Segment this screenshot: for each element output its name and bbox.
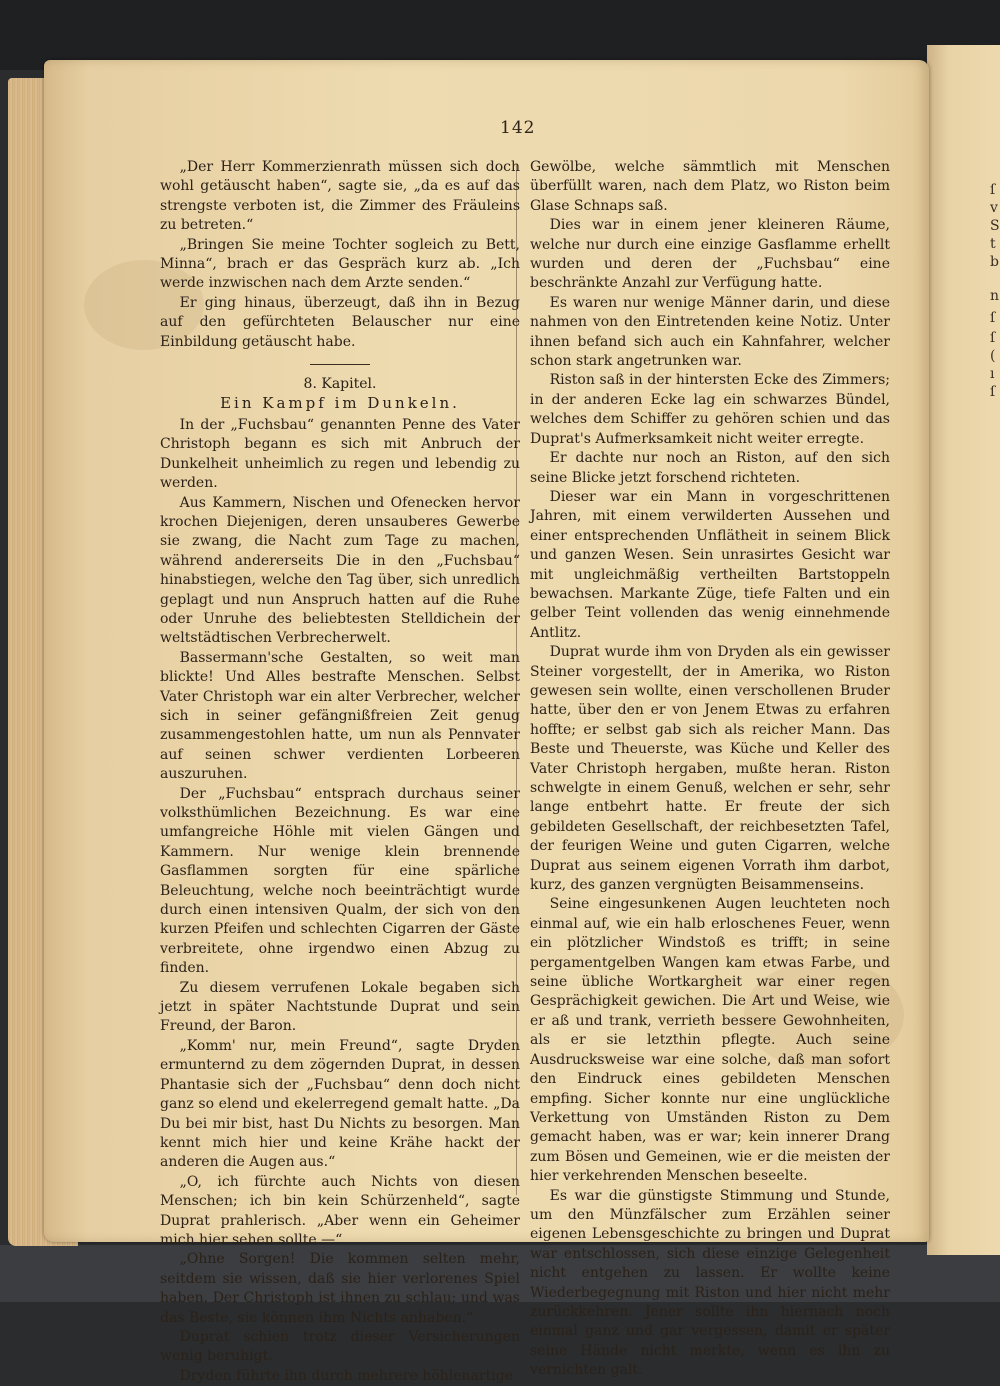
paragraph: „Ohne Sorgen! Die kommen selten mehr, seitdem sie wissen, daß sie hier verlorenes Spiel haben. Der Christoph ist ihnen zu schlau; und was das Beste, sie können ihm Nichts anhaben.“ [160,1251,520,1326]
paragraph: „Komm' nur, mein Freund“, sagte Dryden ermunternd zu dem zögernden Duprat, in dessen Phantasie sich der „Fuchsbau“ denn doch nicht ganz so elend und ekelerregend gemalt hatte. „Da Du bei mir bist, hast Du Nichts zu besorgen. Man kennt mich hier und keine Krähe hackt der anderen die Augen aus.“ [160,1037,520,1171]
paragraph: Duprat wurde ihm von Dryden als ein gewisser Steiner vorgestellt, der in Amerika, wo Riston gewesen sein wollte, einen verschollenen Bruder hatte, über den er von Jenem Etwas zu erfahren hoffte; er selbst gab sich als reicher Mann. Das Beste und Theuerste, was Küche und Keller des Vater Christoph hergaben, mußte heran. Riston schwelgte in einem Genuß, welchen er sehr, sehr lange entbehrt hatte. Er freute der sich gebildeten Gesellschaft, der reichbesetzten Tafel, der feurigen Weine und guten Cigarren, welche Duprat aus seinem eigenen Vorrath ihm darbot, kurz, des ganzen vergnügten Beisammenseins. [530,644,890,894]
paragraph: Bassermann'sche Gestalten, so weit man blickte! Und Alles bestrafte Menschen. Selbst Vater Christoph war ein alter Verbrecher, welcher sich in seiner gefängnißfreien Zeit genug zusammengestohlen hatte, um nun als Pennvater auf seinen schwer verdienten Lorbeeren auszuruhen. [160,649,520,783]
facing-page-fragment: ı [990,366,995,382]
paragraph: Dieser war ein Mann in vorgeschrittenen Jahren, mit einem verwilderten Aussehen und einer entsprechenden Unflätheit in seinem Blick und ganzen Wesen. Sein unrasirtes Gesicht war mit ungleichmäßig vertheilten Bartstoppeln bewachsen. Markante Züge, tiefe Falten und ein gelber Teint vollenden das wenig einnehmende Antlitz. [530,488,890,641]
paragraph: „Bringen Sie meine Tochter sogleich zu Bett, Minna“, brach er das Gespräch kurz ab. „Ich werde inzwischen nach dem Arzte senden.“ [160,236,520,292]
paragraph: Zu diesem verrufenen Lokale begaben sich jetzt in später Nachtstunde Duprat und sein Freund, der Baron. [160,979,520,1035]
paragraph: Der „Fuchsbau“ entsprach durchaus seiner volksthümlichen Bezeichnung. Es war eine umfangreiche Höhle mit vielen Gängen und Kammern. Nur wenige klein brennende Gasflammen sorgten für eine spärliche Beleuchtung, welche noch beeinträchtigt wurde durch einen intensiven Qualm, der sich von den kurzen Pfeifen und schlechten Cigarren der Gäste verbreitete, ohne irgendwo einen Abzug zu finden. [160,785,520,977]
page-number: 142 [500,118,536,138]
facing-page-fragment: ſ [990,310,996,326]
paragraph: Es war die günstigste Stimmung und Stunde, um den Münzfälscher zum Erzählen seiner eigenen Lebensgeschichte zu bringen und Duprat war entschlossen, sich diese einzige Gelegenheit nicht entgehen zu lassen. Er wollte keine Wiederbegegnung mit Riston und hier nicht mehr zurückkehren. Jener sollte ihn hiernach noch einmal ganz und gar vergessen, damit er später seine Hände nicht merkte, wenn es ihn zu vernichten galt. [530,1187,890,1379]
section-separator [310,364,370,365]
facing-page-fragment: S [990,218,1000,234]
paragraph: In der „Fuchsbau“ genannten Penne des Vater Christoph begann es sich mit Anbruch der Dunkelheit unheimlich zu regen und lebendig zu werden. [160,416,520,492]
facing-page-fragment: ( [990,348,996,364]
paragraph: Gewölbe, welche sämmtlich mit Menschen überfüllt waren, nach dem Platz, wo Riston beim Glase Schnaps saß. [530,159,890,214]
text-column-right [530,158,890,1381]
paragraph: Er ging hinaus, überzeugt, daß ihn in Bezug auf den gefürchteten Belauscher nur eine Einbildung getäuscht habe. [160,294,520,350]
facing-page-fragment: ſ [990,330,996,346]
paragraph: Es waren nur wenige Männer darin, und diese nahmen von den Eintretenden keine Notiz. Unter ihnen befand sich auch ein Kahnfahrer, welcher schon stark angetrunken war. [530,294,890,370]
facing-page-fragment: v [990,200,998,216]
paragraph: Seine eingesunkenen Augen leuchteten noch einmal auf, wie ein halb erloschenes Feuer, wenn ein plötzlicher Windstoß es trifft; in seine pergamentgelben Wangen kam etwas Farbe, und seine übliche Wortkargheit war einer regen Gesprächigkeit gewichen. Die Art und Weise, wie er aß und trank, verrieth bessere Gewohnheiten, als er sie letzthin pflegte. Auch seine Ausdrucksweise war eine solche, daß man sofort den Eindruck eines gebildeten Menschen empfing. Sicher konnte nur eine unglückliche Verkettung von Umständen Riston zu Dem gemacht haben, was er war; kein innerer Drang zum Bösen und Gemeinen, wie er die meisten der hier verkehrenden Menschen beseelte. [530,896,890,1185]
paragraph: „O, ich fürchte auch Nichts von diesen Menschen; ich bin kein Schürzenheld“, sagte Duprat prahlerisch. „Aber wenn ein Geheimer mich hier sehen sollte —“ [160,1173,520,1248]
paragraph: Er dachte nur noch an Riston, auf den sich seine Blicke jetzt forschend richteten. [530,450,890,486]
facing-page-fragment: t [990,236,996,252]
paragraph: Aus Kammern, Nischen und Ofenecken hervor krochen Diejenigen, deren unsauberes Gewerbe sie zwang, die Nacht zum Tage zu machen, während andererseits Die in den „Fuchsbau“ hinabstiegen, welche den Tag über, sich unredlich geplagt und nun Anspruch hatten auf die Ruhe oder Unruhe des beliebtesten Stelldichein der weltstädtischen Verbrecherwelt. [160,494,520,647]
text-column-left [160,158,520,1386]
paragraph: Dies war in einem jener kleineren Räume, welche nur durch eine einzige Gasflamme erhellt wurden und deren der „Fuchsbau“ eine beschränkte Anzahl zur Verfügung hatte. [530,217,890,292]
paragraph: Dryden führte ihn durch mehrere höhlenartige [179,1367,513,1384]
facing-page-fragment: n [990,288,1000,304]
chapter-title: Ein Kampf im Dunkeln. [220,394,460,413]
facing-page-fragment: ſ [990,182,996,198]
paragraph: „Der Herr Kommerzienrath müssen sich doch wohl getäuscht haben“, sagte sie, „da es auf das strengste verboten ist, die Zimmer des Fräuleins zu betreten.“ [160,159,520,234]
chapter-number: 8. Kapitel. [303,376,377,393]
facing-page-fragment: ſ [990,384,996,400]
paragraph: Duprat schien trotz dieser Versicherungen wenig beruhigt. [160,1328,520,1365]
paragraph: Riston saß in der hintersten Ecke des Zimmers; in der anderen Ecke lag ein schwarzes Bündel, welches dem Schiffer zu gehören schien und das Duprat's Aufmerksamkeit nicht weiter erregte. [530,372,890,447]
facing-page-fragment: b [990,254,999,270]
